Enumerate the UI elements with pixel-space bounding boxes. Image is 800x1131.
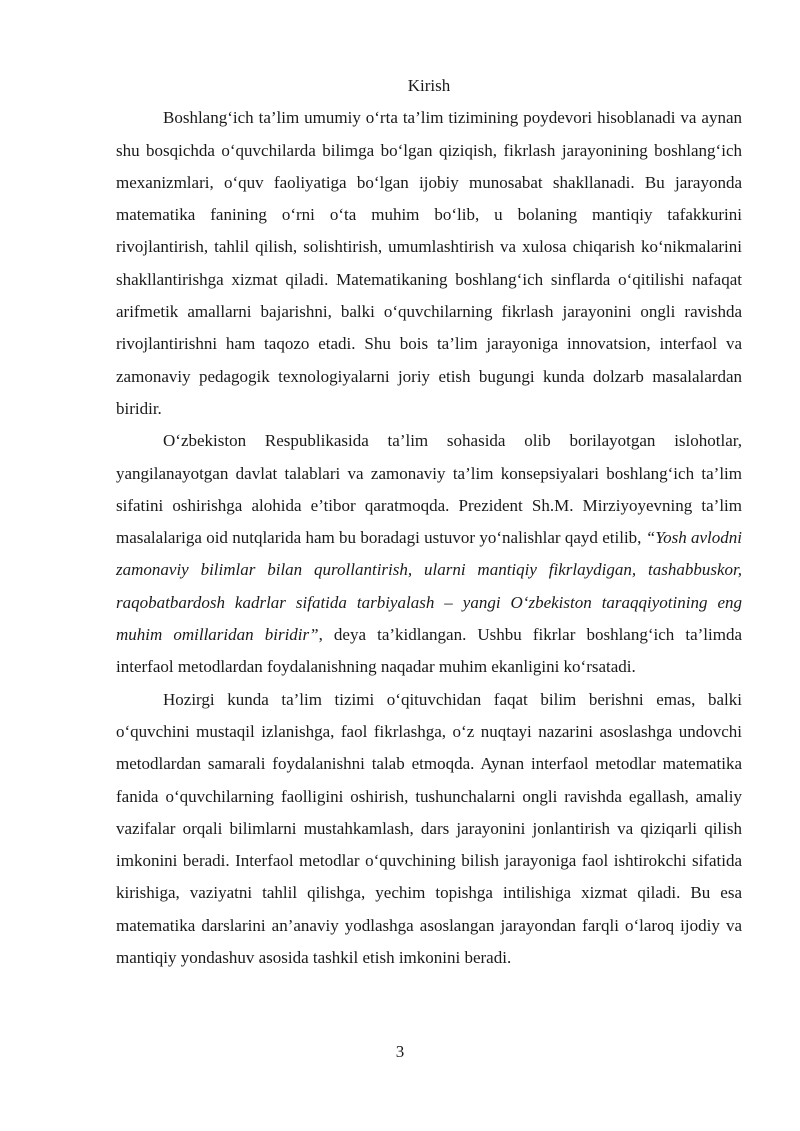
president-quote: “Yosh avlodni zamonaviy bilimlar bilan qurollantirish, ularni mantiqiy fikrlaydigan, tashabbuskor, raqobatbardosh kadrlar sifatida tarbiyalash – yangi O‘zbekiston taraqqiyotining eng muhim omillaridan biridir” bbox=[116, 528, 742, 645]
page-body bbox=[116, 70, 742, 974]
paragraph-2-lead-text: O‘zbekiston Respublikasida ta’lim sohasida olib borilayotgan islohotlar, yangilanayotgan davlat talablari va zamonaviy ta’lim konsepsiyalari boshlang‘ich ta’lim sifatini oshirishga alohida e’tibor qaratmoqda. Prezident Sh.M. Mirziyoyevning ta’lim masalalariga oid nutqlarida ham bu boradagi ustuvor yo‘nalishlar qayd etilib, bbox=[116, 431, 742, 548]
section-title: Kirish bbox=[407, 76, 451, 95]
paragraph-2 bbox=[116, 425, 742, 683]
paragraph-1: Boshlang‘ich ta’lim umumiy o‘rta ta’lim tizimining poydevori hisoblanadi va aynan shu bosqichda o‘quvchilarda bilimga bo‘lgan qiziqish, fikrlash jarayonining boshlang‘ich mexanizmlari, o‘quv faoliyatiga bo‘lgan ijobiy munosabat shakllanadi. Bu jarayonda matematika fanining o‘rni o‘ta muhim bo‘lib, u bolaning mantiqiy tafakkurini rivojlantirish, tahlil qilish, solishtirish, umumlashtirish va xulosa chiqarish ko‘nikmalarini shakllantirishga xizmat qiladi. Matematikaning boshlang‘ich sinflarda o‘qitilishi nafaqat arifmetik amallarni bajarishni, balki o‘quvchilarning fikrlash jarayonini ongli ravishda rivojlantirishni ham taqozo etadi. Shu bois ta’lim jarayoniga innovatsion, interfaol va zamonaviy pedagogik texnologiyalarni joriy etish bugungi kunda dolzarb masalalardan biridir. bbox=[116, 108, 742, 418]
page-number: 3 bbox=[395, 1042, 405, 1061]
paragraph-3: Hozirgi kunda ta’lim tizimi o‘qituvchidan faqat bilim berishni emas, balki o‘quvchini mustaqil izlanishga, faol fikrlashga, o‘z nuqtayi nazarini asoslashga undovchi metodlardan samarali foydalanishni talab etmoqda. Aynan interfaol metodlar matematika fanida o‘quvchilarning faolligini oshirish, tushunchalarni ongli ravishda egallash, amaliy vazifalar orqali bilimlarni mustahkamlash, dars jarayonini jonlantirish va qiziqarli qilish imkonini beradi. Interfaol metodlar o‘quvchining bilish jarayoniga faol ishtirokchi sifatida kirishiga, vaziyatni tahlil qilishga, yechim topishga intilishiga xizmat qiladi. Bu esa matematika darslarini an’anaviy yodlashga asoslangan jarayondan farqli o‘laroq ijodiy va mantiqiy yondashuv asosida tashkil etish imkonini beradi. bbox=[116, 689, 742, 968]
paragraph-2-trailing-text: , deya ta’kidlangan. Ushbu fikrlar boshlang‘ich ta’limda interfaol metodlardan foydalanishning naqadar muhim ekanligini ko‘rsatadi. bbox=[116, 625, 742, 677]
